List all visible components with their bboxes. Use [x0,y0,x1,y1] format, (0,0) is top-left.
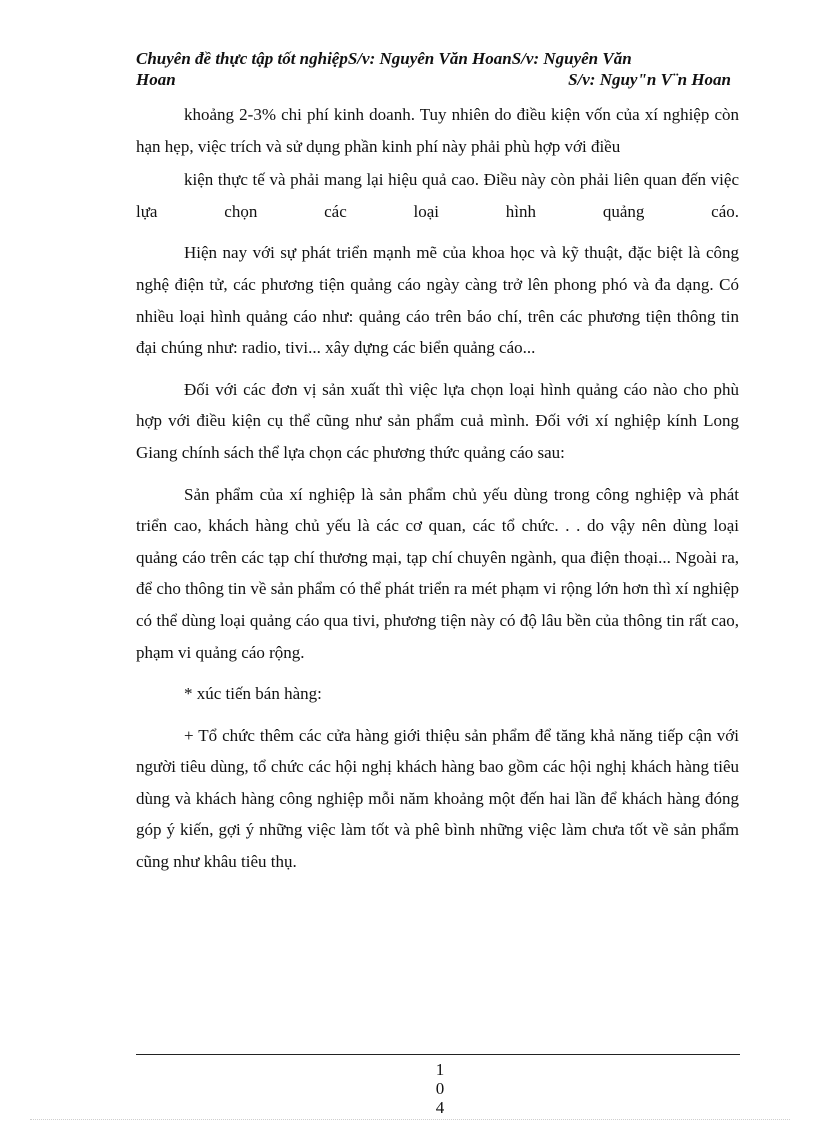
header-title-line: Chuyên đề thực tập tốt nghiệpS/v: Nguyên Văn HoanS/v: Nguyên Văn [136,49,632,68]
paragraph-2: kiện thực tế và phải mang lại hiệu quả cao. Điều này còn phải liên quan đến việc lựa chọn các loại hình quảng cáo. [136,170,739,221]
paragraph-3: Hiện nay với sự phát triển mạnh mẽ của khoa học và kỹ thuật, đặc biệt là công nghệ điện tử, các phương tiện quảng cáo ngày càng trở lên phong phó và đa dạng. Có nhiều loại hình quảng cáo như: quảng cáo trên báo chí, trên các phương tiện thông tin đại chúng như: radio, tivi... xây dựng các biển quảng cáo... [136,243,739,358]
paragraph-6: * xúc tiến bán hàng: [184,684,322,704]
footer-divider [136,1054,740,1055]
document-body [136,99,739,888]
page-number-digit: 1 [435,1060,445,1079]
page-number [430,1060,450,1117]
header-author-continued: Hoan [136,70,176,89]
page-number-digit: 0 [435,1079,445,1098]
header-second-line [136,69,731,90]
paragraph-5: Sản phẩm của xí nghiệp là sản phẩm chủ yếu dùng trong công nghiệp và phát triển cao, khách hàng chủ yếu là các cơ quan, các tổ chức. . . do vậy nên dùng loại quảng cáo trên các tạp chí thương mại, tạp chí chuyên ngành, qua điện thoại... Ngoài ra, để cho thông tin về sản phẩm có thể phát triển ra mét phạm vi rộng lớn hơn thì xí nghiệp có thể dùng loại quảng cáo qua tivi, phương tiện này có độ lâu bền của thông tin rất cao, phạm vi quảng cáo rộng. [136,484,739,662]
header-author-garbled: S/v: Nguy"n V¨n Hoan [568,70,731,89]
paragraph-7: + Tổ chức thêm các cửa hàng giới thiệu sản phẩm để tăng khả năng tiếp cận với người tiêu dùng, tổ chức các hội nghị khách hàng bao gồm các hội nghị khách hàng tiêu dùng và khách hàng công nghiệp mỗi năm khoảng một đến hai lần để khách hàng đóng góp ý kiến, gợi ý những việc làm tốt và phê bình những việc làm chưa tốt về sản phẩm cũng như khâu tiêu thụ. [136,725,739,872]
paragraph-1: khoảng 2-3% chi phí kinh doanh. Tuy nhiên do điều kiện vốn của xí nghiệp còn hạn hẹp, việc trích và sử dụng phần kinh phí này phải phù hợp với điều [136,105,739,156]
page-header [136,48,731,90]
page-number-digit: 4 [435,1098,445,1117]
paragraph-4: Đối với các đơn vị sản xuất thì việc lựa chọn loại hình quảng cáo nào cho phù hợp với điều kiện cụ thể cũng như sản phẩm cuả mình. Đối với xí nghiệp kính Long Giang chính sách thể lựa chọn các phương thức quảng cáo sau: [136,379,739,462]
bottom-dotted-border [30,1119,790,1120]
